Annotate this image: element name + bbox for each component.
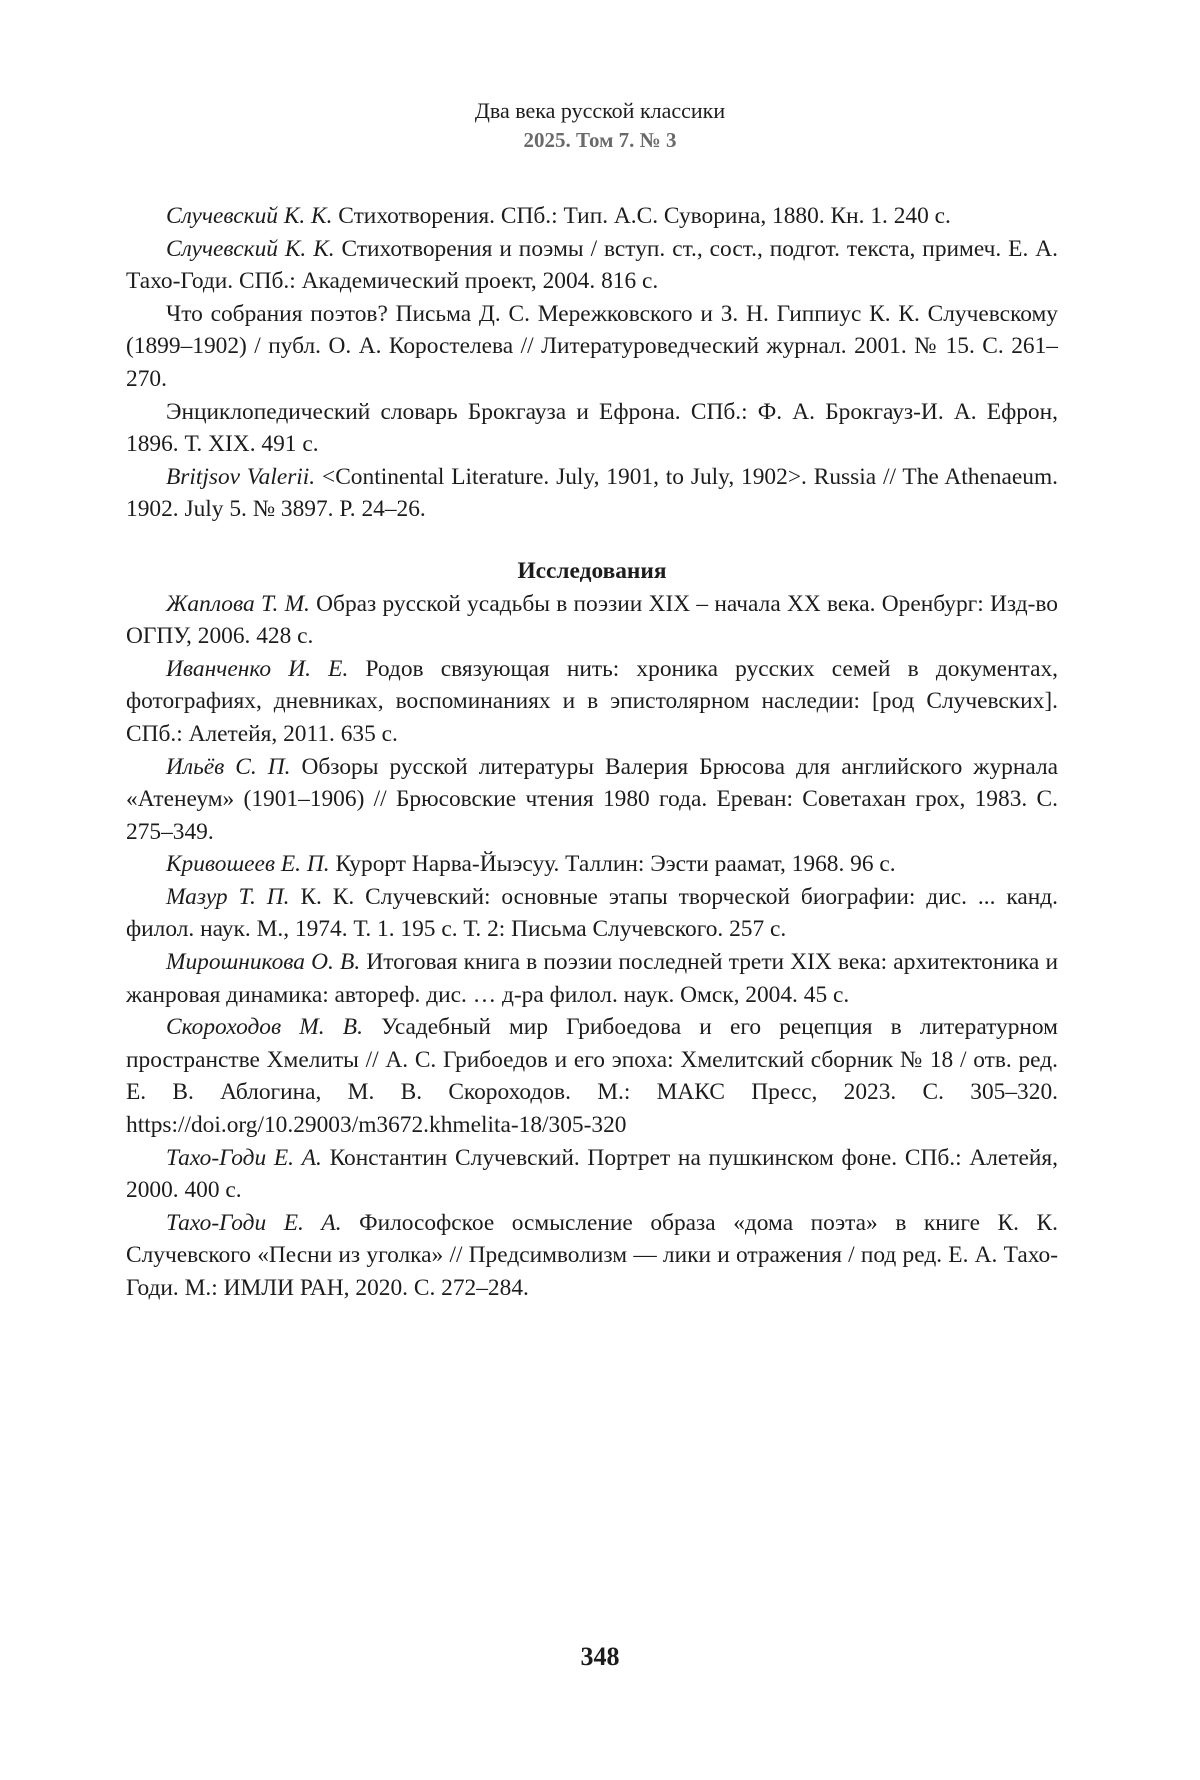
reference-author: Ильёв С. П. [166,754,290,780]
journal-issue: 2025. Том 7. № 3 [0,126,1200,154]
reference-entry [126,1207,1058,1305]
section-heading-research: Исследования [126,555,1058,588]
reference-text: Родов связующая нить: хроника русских семей в документах, фотографиях, дневниках, воспоминаниях и в эпистолярном наследии: [род Случевских]. СПб.: Алетейя, 2011. 635 с. [126,656,1058,747]
reference-text: К. К. Случевский: основные этапы творческой биографии: дис. ... канд. филол. наук. М., 1974. Т. 1. 195 с. Т. 2: Письма Случевского. 257 с. [126,884,1058,943]
reference-text: Итоговая книга в поэзии последней трети XIX века: архитектоника и жанровая динамика: автореф. дис. … д-ра филол. наук. Омск, 2004. 45 с. [126,949,1058,1008]
reference-entry [126,751,1058,849]
reference-entry [126,233,1058,298]
reference-author: Britjsov Valerii. [166,464,315,490]
reference-text: Образ русской усадьбы в поэзии XIX – начала XX века. Оренбург: Изд-во ОГПУ, 2006. 428 с. [126,591,1058,650]
reference-entry [126,1142,1058,1207]
reference-author: Случевский К. К. [166,236,335,262]
reference-entry [126,200,1058,233]
reference-author: Кривошеев Е. П. [166,851,330,877]
reference-text: Что собрания поэтов? Письма Д. С. Мережковского и З. Н. Гиппиус К. К. Случевскому (1899–1902) / публ. О. А. Коростелева // Литературоведческий журнал. 2001. № 15. С. 261–270. [126,301,1058,392]
reference-author: Случевский К. К. [166,203,332,229]
reference-text: Стихотворения. СПб.: Тип. А.С. Суворина, 1880. Кн. 1. 240 с. [332,203,950,229]
bibliography [126,200,1058,1305]
reference-entry [126,1011,1058,1141]
reference-author: Тахо-Годи Е. А. [166,1145,322,1171]
reference-entry [126,396,1058,461]
reference-text: Энциклопедический словарь Брокгауза и Ефрона. СПб.: Ф. А. Брокгауз-И. А. Ефрон, 1896. Т. XIX. 491 с. [126,399,1058,458]
running-header [0,96,1200,154]
sources-list [126,200,1058,526]
reference-author: Мирошникова О. В. [166,949,360,975]
reference-text: Философское осмысление образа «дома поэта» в книге К. К. Случевского «Песни из уголка» // Предсимволизм — лики и отражения / под ред. Е. А. Тахо-Годи. М.: ИМЛИ РАН, 2020. С. 272–284. [126,1210,1058,1301]
reference-author: Жаплова Т. М. [166,591,310,617]
research-list [126,588,1058,1305]
reference-author: Иванченко И. Е. [166,656,348,682]
document-page [0,0,1200,1780]
reference-author: Мазур Т. П. [166,884,290,910]
reference-text: Усадебный мир Грибоедова и его рецепция в литературном пространстве Хмелиты // А. С. Грибоедов и его эпоха: Хмелитский сборник № 18 / отв. ред. Е. В. Аблогина, М. В. Скороходов. М.: МАКС Пресс, 2023. С. 305–320. https://doi.org/10.29003/m3672.khmelita-18/305-320 [126,1014,1058,1138]
reference-text: Курорт Нарва-Йыэсуу. Таллин: Ээсти раамат, 1968. 96 с. [330,851,896,877]
page-number: 348 [0,1640,1200,1674]
journal-title: Два века русской классики [0,96,1200,126]
reference-entry [126,298,1058,396]
reference-author: Скороходов М. В. [166,1014,363,1040]
reference-entry [126,588,1058,653]
reference-entry [126,946,1058,1011]
reference-entry [126,461,1058,526]
reference-text: Стихотворения и поэмы / вступ. ст., сост., подгот. текста, примеч. Е. А. Тахо-Годи. СПб.: Академический проект, 2004. 816 с. [126,236,1058,295]
reference-author: Тахо-Годи Е. А. [166,1210,342,1236]
reference-entry [126,848,1058,881]
reference-text: Обзоры русской литературы Валерия Брюсова для английского журнала «Атенеум» (1901–1906) // Брюсовские чтения 1980 года. Ереван: Советахан грох, 1983. С. 275–349. [126,754,1058,845]
reference-text: <Continental Literature. July, 1901, to July, 1902>. Russia // The Athenaeum. 1902. July 5. № 3897. P. 24–26. [126,464,1058,523]
reference-entry [126,881,1058,946]
reference-text: Константин Случевский. Портрет на пушкинском фоне. СПб.: Алетейя, 2000. 400 с. [126,1145,1058,1204]
reference-entry [126,653,1058,751]
